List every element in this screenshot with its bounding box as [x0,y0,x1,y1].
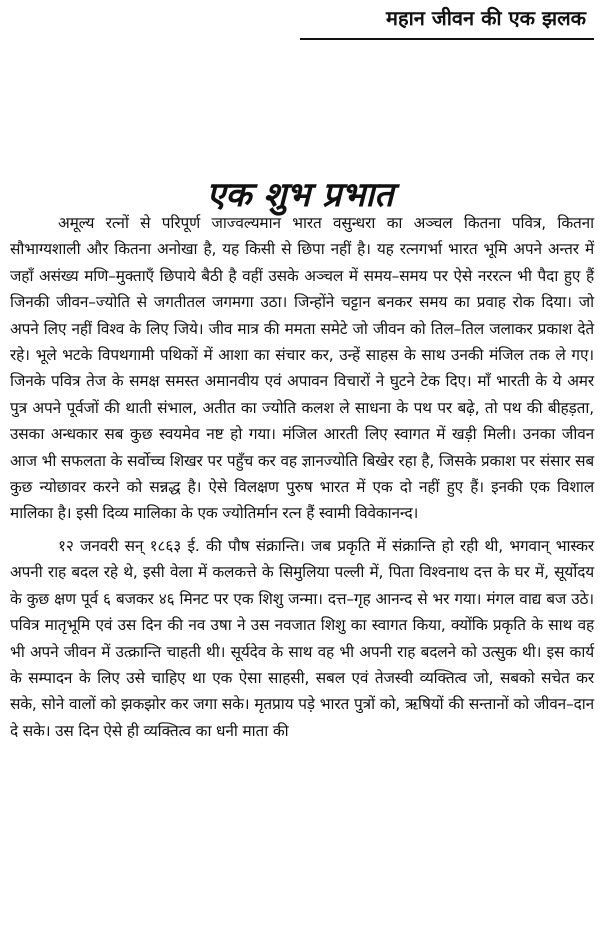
body-text [10,210,594,744]
header-rule [300,38,594,40]
paragraph-birth: १२ जनवरी सन् १८६३ ई. की पौष संक्रान्ति। जब प्रकृति में संक्रान्ति हो रही थी, भगवान् भास्कर अपनी राह बदल रहे थे, इसी वेला में कलकत्ते के सिमुलिया पल्ली में, पिता विश्वनाथ दत्त के घर में, सूर्योदय के कुछ क्षण पूर्व ६ बजकर ४६ मिनट पर एक शिशु जन्मा। दत्त–गृह आनन्द से भर गया। मंगल वाद्य बज उठे। पवित्र मातृभूमि एवं उस दिन की नव उषा ने उस नवजात शिशु का स्वागत किया, क्योंकि प्रकृति के साथ वह भी अपने जीवन में उत्क्रान्ति चाहती थी। सूर्यदेव के साथ वह भी अपनी राह बदलने को उत्सुक थी। इस कार्य के सम्पादन के लिए उसे चाहिए था एक ऐसा साहसी, सबल एवं तेजस्वी व्यक्तित्व जो, सबको सचेत कर सके, सोने वालों को झकझोर कर जगा सके। मृतप्राय पड़े भारत पुत्रों को, ऋषियों की सन्तानों को जीवन–दान दे सके। उस दिन ऐसे ही व्यक्तित्व का धनी माता की [10,536,594,740]
running-head: महान जीवन की एक झलक [386,6,586,30]
chapter-title: एक शुभ प्रभात [206,174,394,215]
paragraph-intro: अमूल्य रत्नों से परिपूर्ण जाज्वल्यमान भारत वसुन्धरा का अञ्चल कितना पवित्र, कितना सौभाग्यशाली और कितना अनोखा है, यह किसी से छिपा नहीं है। यह रत्नगर्भा भारत भूमि अपने अन्तर में जहाँ असंख्य मणि–मुक्ताएँ छिपाये बैठी है वहीं उसके अञ्चल में समय–समय पर ऐसे नररत्न भी पैदा हुए हैं जिनकी जीवन–ज्योति से जगतीतल जगमगा उठा। जिन्होंने चट्टान बनकर समय का प्रवाह रोक दिया। जो अपने लिए नहीं विश्व के लिए जिये। जीव मात्र की ममता समेटे जो जीवन को तिल–तिल जलाकर प्रकाश देते रहे। भूले भटके विपथगामी पथिकों में आशा का संचार कर, उन्हें साहस के साथ उनकी मंजिल तक ले गए। जिनके पवित्र तेज के समक्ष समस्त अमानवीय एवं अपावन विचारों ने घुटने टेक दिए। माँ भारती के ये अमर पुत्र अपने पूर्वजों की थाती संभाल, अतीत का ज्योति कलश ले साधना के पथ पर बढ़े, तो पथ की बीहड़ता, उसका अन्धकार सब कुछ स्वयमेव नष्ट हो गया। मंजिल आरती लिए स्वागत में खड़ी मिली। उनका जीवन आज भी सफलता के सर्वोच्च शिखर पर पहुँच कर वह ज्ञानज्योति बिखेर रहा है, जिसके प्रकाश पर संसार सब कुछ न्योछावर करने को सन्नद्ध है। ऐसे विलक्षण पुरुष भारत में एक दो नहीं हुए हैं। इनकी एक विशाल मालिका है। इसी दिव्य मालिका के एक ज्योतिर्मान रत्न हैं स्वामी विवेकानन्द। [10,214,594,523]
